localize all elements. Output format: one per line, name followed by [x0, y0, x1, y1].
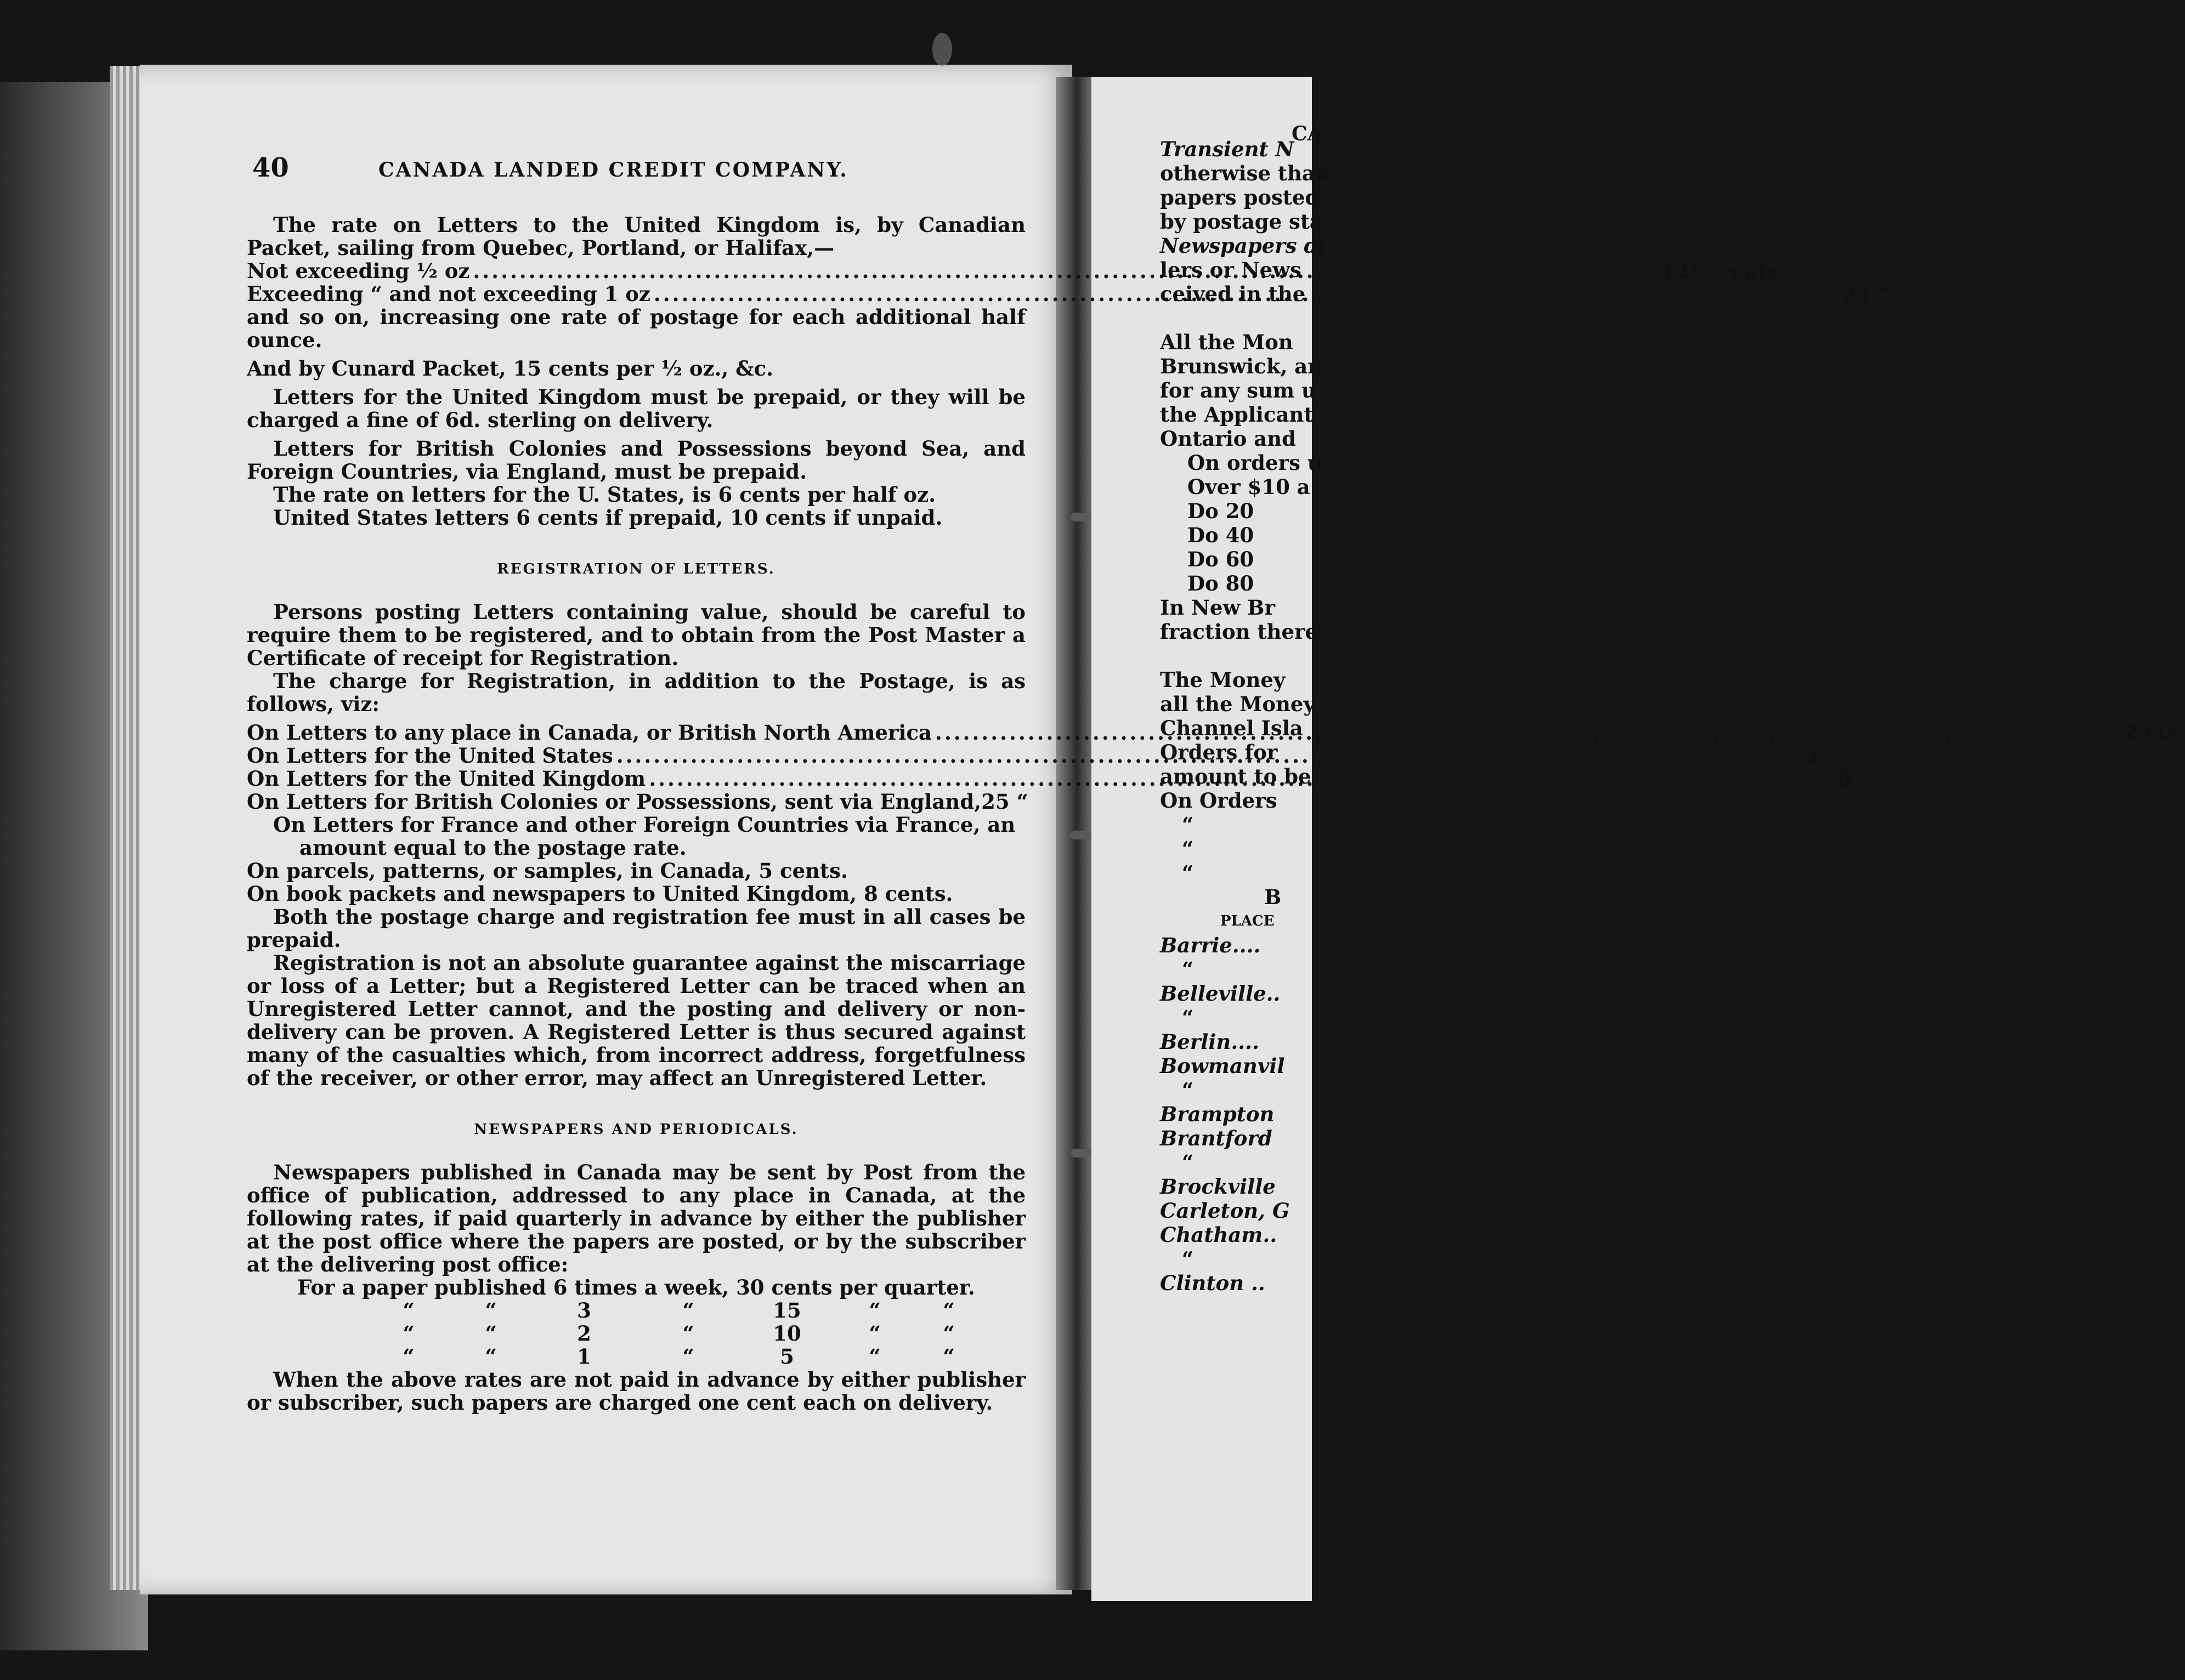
registration-charge: The charge for Registration, in addition to the Postage, is as follows, viz:: [247, 669, 1026, 716]
right-page-line: papers posted: [1160, 185, 1320, 209]
right-page-text: [1160, 122, 1330, 1295]
page-header: [247, 152, 1026, 183]
registration-heading: REGISTRATION OF LETTERS.: [497, 561, 775, 577]
us-rate-note: The rate on letters for the U. States, is 6 cents per half oz.: [273, 483, 936, 507]
cunard-note: And by Cunard Packet, 15 cents per ½ oz., &c.: [247, 356, 773, 381]
right-page-line: Belleville..: [1160, 981, 1281, 1006]
ditto-cell: 5: [780, 1344, 794, 1369]
reg-rate-label: On Letters for the United Kingdom: [247, 767, 646, 791]
ditto-row: [247, 1299, 1026, 1322]
ditto-cell: “: [682, 1344, 694, 1369]
ditto-cell: 1: [577, 1344, 591, 1369]
rate-label: Exceeding “ and not exceeding 1 oz: [247, 282, 650, 306]
ditto-cell: “: [485, 1344, 497, 1369]
right-page-line: All the Mon: [1160, 330, 1293, 354]
right-running-title: CA: [1292, 122, 1323, 145]
running-title: CANADA LANDED CREDIT COMPANY.: [378, 158, 848, 181]
not-paid-note: When the above rates are not paid in advance by either publisher or subscriber, such papers are charged one cent each on delivery.: [247, 1367, 1026, 1415]
right-page-line: “: [1182, 957, 1194, 981]
page-number: 40: [252, 152, 289, 183]
reg-rate-label: On Letters for the United States: [247, 743, 613, 768]
ditto-table: [247, 1299, 1026, 1368]
right-page-line: for any sum u: [1160, 378, 1316, 402]
right-page-line: Brantford: [1160, 1126, 1272, 1150]
right-page-line: Barrie....: [1160, 933, 1261, 957]
page-clip: [932, 33, 952, 66]
right-page-line: On orders u: [1187, 451, 1322, 475]
right-page-line: ceived in the: [1160, 282, 1306, 306]
registration-persons: Persons posting Letters containing value, should be careful to require them to be registered, and to obtain from the Post Master a Certificate of receipt for Registration.: [247, 600, 1026, 670]
ditto-cell: “: [682, 1298, 694, 1323]
us-letters-note: United States letters 6 cents if prepaid, 10 cents if unpaid.: [273, 506, 943, 530]
reg-rate-value: 25 “: [981, 790, 1028, 814]
right-page-line: Orders for: [1160, 740, 1278, 764]
ditto-cell: 3: [577, 1298, 591, 1323]
reg-rate-label: On Letters to any place in Canada, or British North America: [247, 720, 932, 745]
right-page-line: Do 40: [1187, 523, 1254, 547]
reg-rate-value: 8 “: [1837, 767, 1870, 791]
ditto-cell: “: [403, 1344, 415, 1369]
right-page-line: Bowmanvil: [1160, 1054, 1285, 1078]
right-page-line: “: [1182, 813, 1194, 837]
right-page-line: Carleton, G: [1160, 1199, 1290, 1223]
right-page-line: all the Money: [1160, 692, 1315, 716]
ditto-cell: “: [403, 1298, 415, 1323]
ditto-cell: “: [403, 1321, 415, 1346]
ditto-cell: “: [485, 1298, 497, 1323]
right-page-line: B: [1264, 885, 1282, 909]
both-prepaid-note: Both the postage charge and registration fee must in all cases be prepaid.: [247, 905, 1026, 952]
right-page-line: [1160, 306, 1330, 330]
ditto-cell: “: [943, 1321, 955, 1346]
rate-value: 25 “: [1842, 282, 1889, 306]
ditto-cell: “: [869, 1298, 881, 1323]
right-page-line: otherwise than: [1160, 161, 1330, 185]
ditto-cell: 15: [773, 1298, 801, 1323]
reg-rate-label: On Letters for British Colonies or Possessions, sent via England,: [247, 790, 982, 814]
right-page-line: Do 60: [1187, 547, 1254, 571]
ditto-cell: “: [869, 1344, 881, 1369]
paper-rate: For a paper published 6 times a week, 30 cents per quarter.: [297, 1275, 975, 1299]
right-page-line: In New Br: [1160, 595, 1275, 620]
right-page-line: amount to be: [1160, 764, 1311, 788]
right-page-line: Ontario and: [1160, 427, 1297, 451]
right-page-line: “: [1182, 837, 1194, 861]
newspapers-heading: NEWSPAPERS AND PERIODICALS.: [474, 1121, 799, 1138]
increasing-note: and so on, increasing one rate of postage for each additional half ounce.: [247, 305, 1026, 352]
ditto-cell: “: [943, 1344, 955, 1369]
parcels-note: On parcels, patterns, or samples, in Canada, 5 cents.: [247, 859, 848, 883]
guarantee-note: Registration is not an absolute guarantee against the miscarriage or loss of a Letter; but a Registered Letter can be traced when an Unregistered Letter cannot, and the posting and delivery or non-delivery can be proven. A Registered Letter is thus secured against many of the casualties which, from incorrect address, forgetfulness of the receiver, or other error, may affect an Unregistered Letter.: [247, 951, 1026, 1090]
reg-rate-row: [247, 790, 1026, 813]
ditto-cell: 2: [577, 1321, 591, 1346]
right-page-line: Brunswick, an: [1160, 354, 1323, 378]
ditto-cell: 10: [773, 1321, 801, 1346]
prepaid-uk-note: Letters for the United Kingdom must be prepaid, or they will be charged a fine of 6d. sterling on delivery.: [247, 385, 1026, 432]
right-page-line: “: [1182, 1006, 1194, 1030]
reg-rate-value: 2 cts.: [2123, 720, 2185, 745]
ditto-cell: “: [485, 1321, 497, 1346]
rate-value: 12½ cents.: [1661, 259, 1786, 283]
right-page-line: [1160, 644, 1330, 668]
colonies-note: Letters for British Colonies and Possessions beyond Sea, and Foreign Countries, via England, must be prepaid.: [247, 436, 1026, 484]
right-page-line: by postage sta: [1160, 209, 1323, 234]
right-page-line: Over $10 a: [1187, 475, 1310, 499]
right-page-line: The Money: [1160, 668, 1286, 692]
right-page-line: On Orders: [1160, 788, 1277, 813]
right-page-line: Channel Isla: [1160, 716, 1303, 740]
right-page-line: Chatham..: [1160, 1223, 1277, 1247]
right-page-line: Brockville: [1160, 1174, 1276, 1199]
rate-label: Not exceeding ½ oz: [247, 259, 470, 283]
book-packets-note: On book packets and newspapers to United Kingdom, 8 cents.: [247, 882, 953, 906]
right-page-line: fraction there: [1160, 620, 1318, 644]
uk-intro: The rate on Letters to the United Kingdom is, by Canadian Packet, sailing from Quebec, Portland, or Halifax,—: [247, 213, 1026, 260]
right-page-line: Transient N: [1160, 137, 1294, 161]
right-page-line: Clinton ..: [1160, 1271, 1265, 1295]
right-page-line: Brampton: [1160, 1102, 1275, 1126]
right-page-line: Do 20: [1187, 499, 1254, 523]
ditto-cell: “: [869, 1321, 881, 1346]
right-page-line: the Applicant: [1160, 402, 1314, 427]
right-page-line: PLACE: [1220, 913, 1275, 929]
ditto-cell: “: [943, 1298, 955, 1323]
newspapers-paragraph: Newspapers published in Canada may be sent by Post from the office of publication, addressed to any place in Canada, at the following rates, if paid quarterly in advance by either the publisher at the post office where the papers are posted, or by the subscriber at the delivering post office:: [247, 1160, 1026, 1276]
right-page-line: lers or News: [1160, 258, 1301, 282]
right-page-line: “: [1182, 1078, 1194, 1102]
right-page-line: Do 80: [1187, 571, 1254, 595]
right-page-line: “: [1182, 1247, 1194, 1271]
right-page-line: Newspapers di: [1160, 234, 1326, 258]
ditto-row: [247, 1322, 1026, 1345]
ditto-row: [247, 1345, 1026, 1368]
right-page-line: Berlin....: [1160, 1030, 1259, 1054]
right-page-line: “: [1182, 1150, 1194, 1174]
reg-rate-value: 5 “: [1804, 743, 1838, 768]
right-page-line: “: [1182, 861, 1194, 885]
ditto-cell: “: [682, 1321, 694, 1346]
france-note: On Letters for France and other Foreign Countries via France, an amount equal to the postage rate.: [273, 813, 1016, 860]
